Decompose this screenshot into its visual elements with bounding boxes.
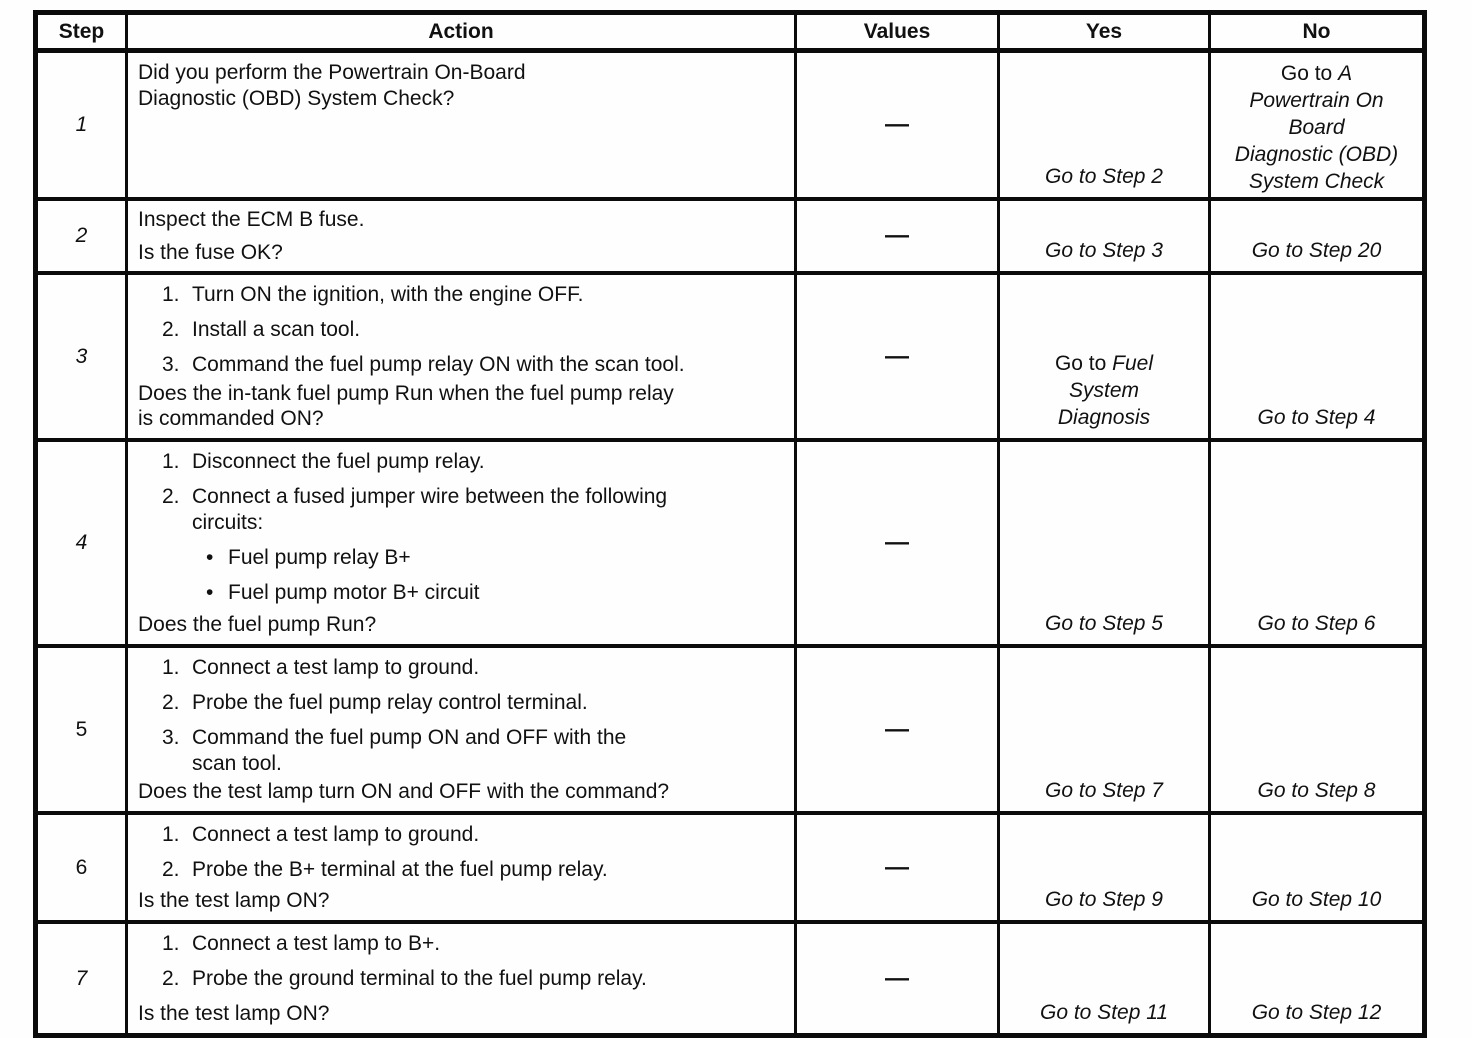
item-text: Command the fuel pump ON and OFF with the scan tool. (192, 726, 627, 775)
numbered-item (162, 966, 784, 992)
step-number: 7 (38, 924, 128, 1033)
numbered-item (162, 725, 784, 777)
item-text: Disconnect the fuel pump relay. (192, 450, 485, 473)
action-cell (128, 648, 797, 815)
goto-text: Go to Step 6 (1257, 612, 1376, 635)
action-cell (128, 442, 797, 648)
action-cell (128, 275, 797, 442)
no-cell (1211, 275, 1422, 442)
item-number: 3. (162, 726, 180, 749)
bullet-text: Fuel pump motor B+ circuit (228, 581, 480, 604)
yes-cell (1000, 53, 1211, 201)
goto-text: Go to Step 20 (1251, 239, 1382, 262)
step-number: 2 (38, 201, 128, 275)
action-cell (128, 201, 797, 275)
column-header-no: No (1211, 15, 1422, 53)
no-cell (1211, 815, 1422, 924)
values-cell: — (797, 201, 1000, 275)
item-number: 2. (162, 485, 180, 508)
question-line: is commanded ON? (138, 407, 324, 430)
bullet-glyph: • (206, 581, 214, 604)
item-number: 2. (162, 967, 180, 990)
no-cell (1211, 442, 1422, 648)
item-text: Connect a test lamp to ground. (192, 823, 480, 846)
action-cell (128, 924, 797, 1033)
item-text: Turn ON the ignition, with the engine OFF. (192, 283, 584, 306)
no-cell (1211, 53, 1422, 201)
bullet-item (206, 545, 784, 571)
values-cell: — (797, 442, 1000, 648)
numbered-item (162, 655, 784, 681)
step-number: 3 (38, 275, 128, 442)
item-number: 1. (162, 450, 180, 473)
item-number: 1. (162, 932, 180, 955)
numbered-item (162, 822, 784, 848)
item-number: 1. (162, 823, 180, 846)
item-text: Probe the ground terminal to the fuel pump relay. (192, 967, 647, 990)
question-block (138, 381, 784, 431)
numbered-item (162, 690, 784, 716)
no-cell (1211, 924, 1422, 1033)
numbered-item (162, 931, 784, 957)
yes-cell (1000, 648, 1211, 815)
action-line: Inspect the ECM B fuse. (138, 208, 365, 231)
values-cell: — (797, 275, 1000, 442)
goto-text: Go to Step 2 (1045, 165, 1163, 188)
item-number: 3. (162, 353, 180, 376)
numbered-item (162, 282, 784, 308)
item-text: Command the fuel pump relay ON with the scan tool. (192, 353, 685, 376)
numbered-item (162, 857, 784, 883)
item-number: 2. (162, 858, 180, 881)
item-text: Connect a fused jumper wire between the following circuits: (192, 485, 668, 534)
step-number: 4 (38, 442, 128, 648)
goto-reference-line: System Check (1248, 170, 1385, 193)
action-cell (128, 815, 797, 924)
goto-text: Go to Step 8 (1257, 779, 1376, 802)
goto-reference-line: Diagnostic (OBD) (1234, 143, 1399, 166)
goto-text: Go to Step 10 (1251, 888, 1382, 911)
column-header-action: Action (128, 15, 797, 53)
step-number: 6 (38, 815, 128, 924)
question-line: Does the in-tank fuel pump Run when the fuel pump relay (138, 382, 674, 405)
item-number: 1. (162, 283, 180, 306)
question-line: Is the test lamp ON? (138, 1002, 330, 1025)
item-text: Probe the B+ terminal at the fuel pump relay. (192, 858, 608, 881)
goto-reference-line: Diagnosis (1057, 406, 1151, 429)
item-number: 2. (162, 691, 180, 714)
column-header-step: Step (38, 15, 128, 53)
goto-text: Go to Step 9 (1045, 888, 1163, 911)
bullet-text: Fuel pump relay B+ (228, 546, 411, 569)
yes-cell (1000, 815, 1211, 924)
goto-reference-line: System (1068, 379, 1139, 402)
values-cell: — (797, 648, 1000, 815)
no-cell (1211, 201, 1422, 275)
goto-text: Go to Step 11 (1039, 1001, 1169, 1024)
no-cell (1211, 648, 1422, 815)
column-header-yes: Yes (1000, 15, 1211, 53)
numbered-item (162, 352, 784, 378)
numbered-item (162, 484, 784, 536)
step-number: 5 (38, 648, 128, 815)
yes-cell (1000, 442, 1211, 648)
yes-cell (1000, 924, 1211, 1033)
diagnostic-table (33, 10, 1427, 1038)
item-text: Probe the fuel pump relay control terminal. (192, 691, 588, 714)
values-cell: — (797, 815, 1000, 924)
numbered-item (162, 449, 784, 475)
goto-text: Go to Step 5 (1045, 612, 1163, 635)
question-line: Does the fuel pump Run? (138, 613, 377, 636)
action-cell (128, 53, 797, 201)
goto-reference-line: Go to Fuel (1054, 352, 1154, 375)
goto-text: Go to Step 12 (1251, 1001, 1382, 1024)
goto-reference-line: Board (1288, 116, 1345, 139)
item-number: 2. (162, 318, 180, 341)
question-line: Is the test lamp ON? (138, 889, 330, 912)
question-line: Does the test lamp turn ON and OFF with the command? (138, 780, 670, 803)
step-number: 1 (38, 53, 128, 201)
action-line: Diagnostic (OBD) System Check? (138, 87, 455, 110)
item-text: Connect a test lamp to B+. (192, 932, 441, 955)
yes-cell (1000, 201, 1211, 275)
action-line: Did you perform the Powertrain On-Board (138, 61, 526, 84)
values-cell: — (797, 53, 1000, 201)
question-line: Is the fuse OK? (138, 241, 283, 264)
goto-text: Go to Step 3 (1045, 239, 1163, 262)
goto-text: Go to Step 4 (1257, 406, 1376, 429)
item-text: Install a scan tool. (192, 318, 361, 341)
column-header-values: Values (797, 15, 1000, 53)
item-number: 1. (162, 656, 180, 679)
goto-text: Go to Step 7 (1045, 779, 1163, 802)
bullet-glyph: • (206, 546, 214, 569)
item-text: Connect a test lamp to ground. (192, 656, 480, 679)
yes-cell (1000, 275, 1211, 442)
goto-reference-line: Powertrain On (1249, 89, 1384, 112)
values-cell: — (797, 924, 1000, 1033)
numbered-item (162, 317, 784, 343)
bullet-item (206, 580, 784, 606)
goto-reference-line: Go to A (1280, 62, 1353, 85)
